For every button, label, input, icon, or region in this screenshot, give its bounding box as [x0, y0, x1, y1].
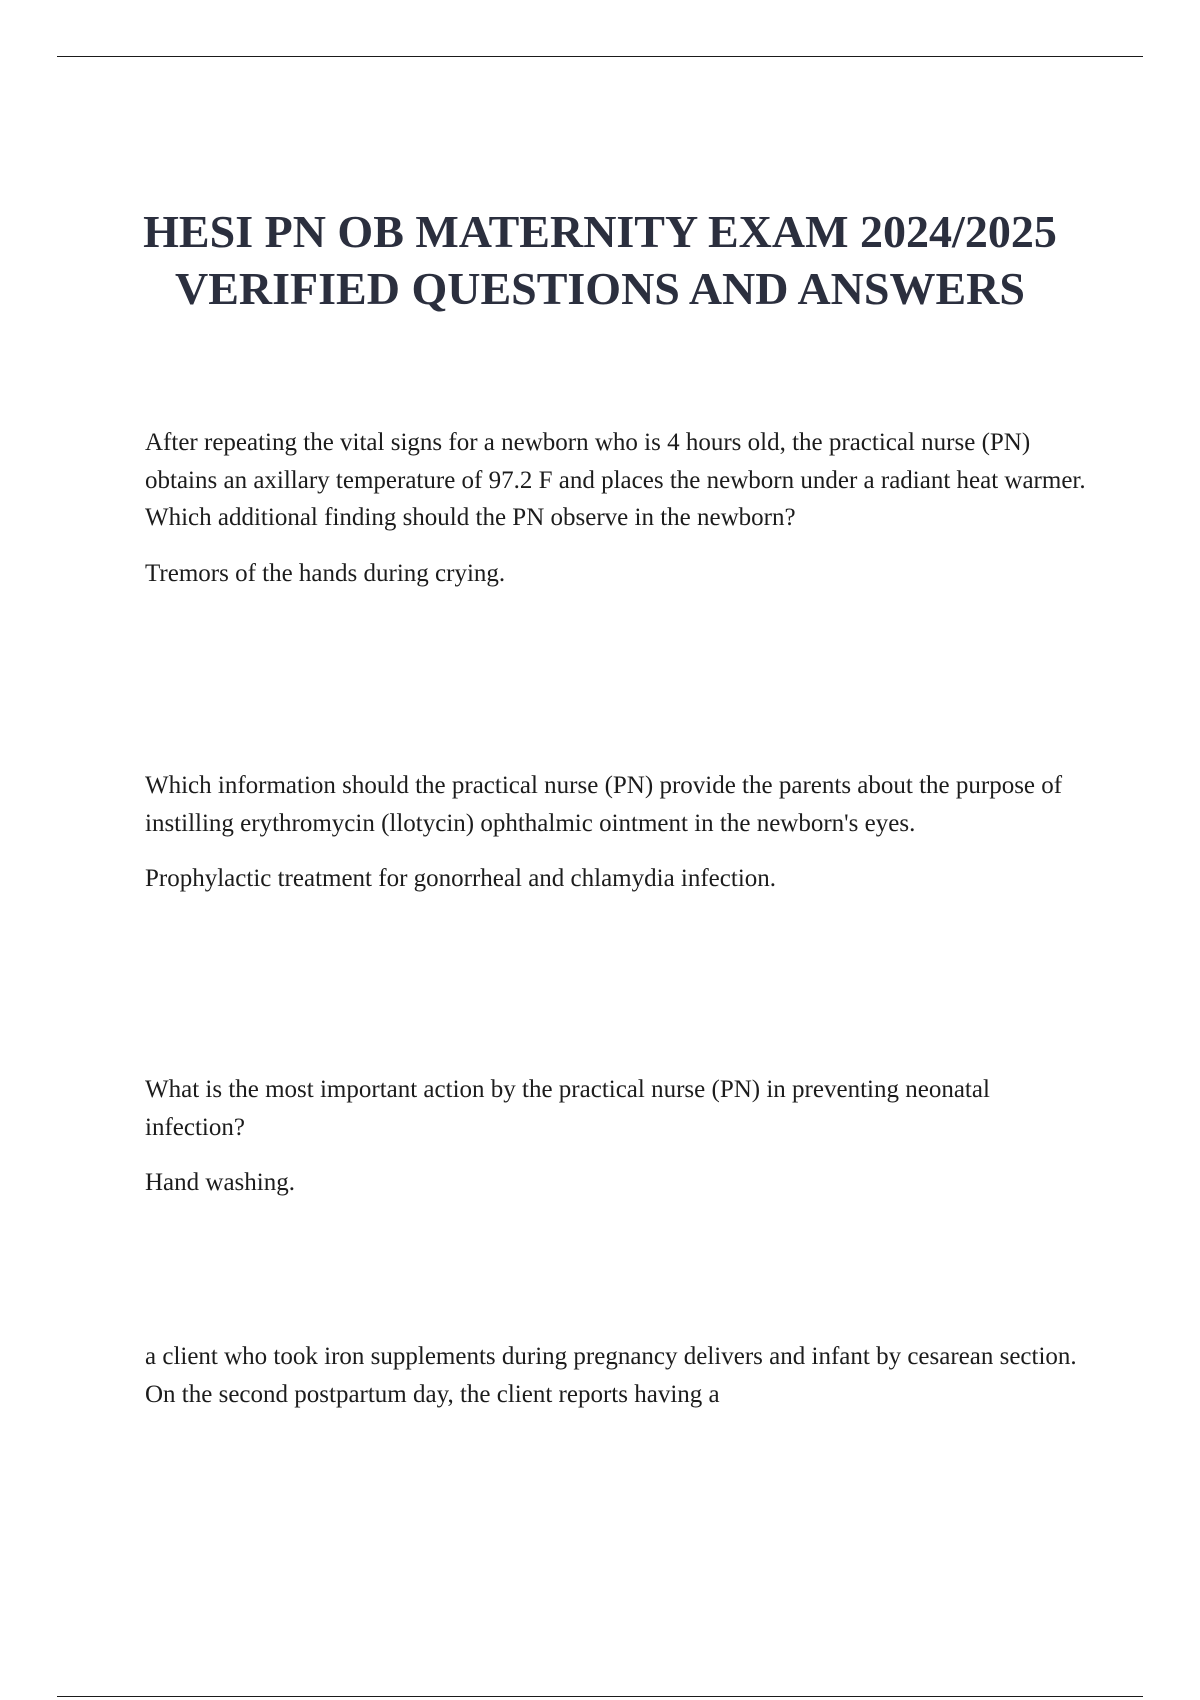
qa-item — [145, 1338, 1090, 1413]
document-title: HESI PN OB MATERNITY EXAM 2024/2025 VERIFIED QUESTIONS AND ANSWERS — [143, 206, 1057, 314]
question-text: Which information should the practical nurse (PN) provide the parents about the purpose of instilling erythromycin (llotycin) ophthalmic ointment in the newborn's eyes. — [145, 772, 1063, 837]
bottom-rule — [57, 1696, 1143, 1697]
qa-item — [145, 767, 1090, 898]
answer-text: Hand washing. — [145, 1169, 295, 1196]
qa-item — [145, 424, 1090, 592]
answer-text: Prophylactic treatment for gonorrheal and chlamydia infection. — [145, 865, 777, 892]
question-text: After repeating the vital signs for a newborn who is 4 hours old, the practical nurse (PN) obtains an axillary temperature of 97.2 F and places the newborn under a radiant heat warmer. Which additional finding should the PN observe in the newborn? — [145, 429, 1086, 531]
question-text: a client who took iron supplements during pregnancy delivers and infant by cesarean section. On the second postpartum day, the client reports having a — [145, 1343, 1077, 1408]
answer-text: Tremors of the hands during crying. — [145, 559, 506, 587]
qa-item — [145, 1071, 1090, 1202]
top-rule — [57, 56, 1143, 57]
question-text: What is the most important action by the practical nurse (PN) in preventing neonatal infection? — [145, 1076, 990, 1141]
